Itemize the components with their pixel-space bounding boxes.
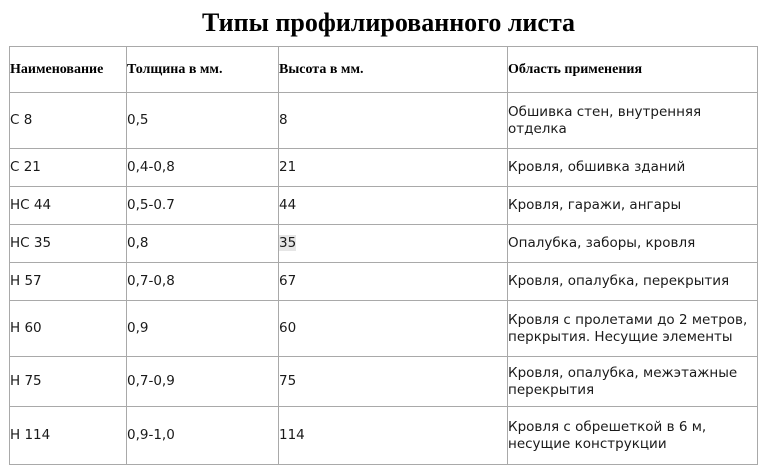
- cell-height: [279, 225, 508, 263]
- cell-usage: Кровля с обрешеткой в 6 м, несущие конструкции: [508, 407, 758, 465]
- cell-name: НС 35: [10, 225, 127, 263]
- cell-name: Н 75: [10, 357, 127, 407]
- cell-thickness: 0,9: [127, 301, 279, 357]
- cell-name: Н 57: [10, 263, 127, 301]
- cell-usage: Кровля, опалубка, межэтажные перекрытия: [508, 357, 758, 407]
- cell-name: НС 44: [10, 187, 127, 225]
- table-row: [10, 93, 758, 149]
- cell-height: 8: [279, 93, 508, 149]
- header-name: Наименование: [10, 47, 127, 93]
- table-row: [10, 357, 758, 407]
- cell-name: С 21: [10, 149, 127, 187]
- cell-height: 75: [279, 357, 508, 407]
- header-height: Высота в мм.: [279, 47, 508, 93]
- header-usage: Область применения: [508, 47, 758, 93]
- cell-height: 67: [279, 263, 508, 301]
- table-header-row: [10, 47, 758, 93]
- cell-usage: Кровля с пролетами до 2 метров, перкрытия. Несущие элементы: [508, 301, 758, 357]
- cell-thickness: 0,8: [127, 225, 279, 263]
- cell-thickness: 0,9-1,0: [127, 407, 279, 465]
- cell-name: Н 114: [10, 407, 127, 465]
- cell-height: 21: [279, 149, 508, 187]
- table-row: [10, 263, 758, 301]
- table-row: [10, 301, 758, 357]
- cell-usage: Кровля, опалубка, перекрытия: [508, 263, 758, 301]
- table-row: [10, 225, 758, 263]
- cell-usage: Опалубка, заборы, кровля: [508, 225, 758, 263]
- table-row: [10, 407, 758, 465]
- cell-height: 60: [279, 301, 508, 357]
- profiled-sheet-table: [9, 46, 758, 465]
- cell-name: С 8: [10, 93, 127, 149]
- cell-name: Н 60: [10, 301, 127, 357]
- cell-usage: Кровля, гаражи, ангары: [508, 187, 758, 225]
- cell-thickness: 0,5-0.7: [127, 187, 279, 225]
- cell-thickness: 0,4-0,8: [127, 149, 279, 187]
- cell-usage: Обшивка стен, внутренняя отделка: [508, 93, 758, 149]
- cell-thickness: 0,5: [127, 93, 279, 149]
- cell-height: 114: [279, 407, 508, 465]
- cell-height: 44: [279, 187, 508, 225]
- table-row: [10, 149, 758, 187]
- cell-usage: Кровля, обшивка зданий: [508, 149, 758, 187]
- cell-thickness: 0,7-0,8: [127, 263, 279, 301]
- cell-thickness: 0,7-0,9: [127, 357, 279, 407]
- header-thickness: Толщина в мм.: [127, 47, 279, 93]
- page-title: Типы профилированного листа: [201, 8, 576, 37]
- table-row: [10, 187, 758, 225]
- cell-height-highlight: 35: [279, 235, 297, 251]
